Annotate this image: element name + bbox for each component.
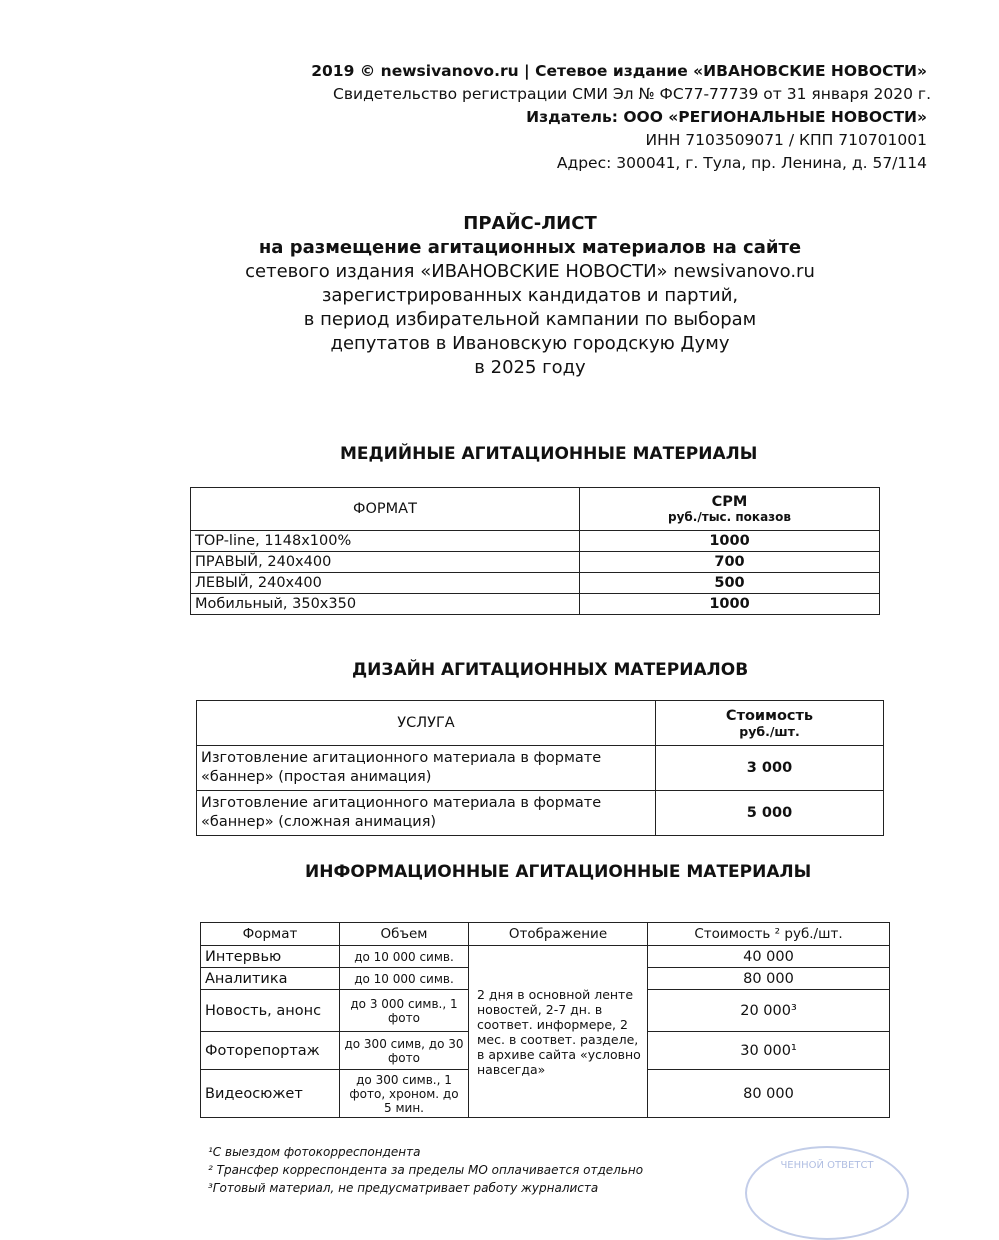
title-line-6: депутатов в Ивановскую городскую Думу (330, 333, 730, 354)
info-cost-cell: 20 000³ (648, 990, 890, 1032)
footnote-1: ¹С выездом фотокорреспондента (208, 1145, 421, 1159)
info-volume-cell: до 10 000 симв. (340, 968, 469, 990)
table-row (191, 552, 880, 573)
col-volume-header: Объем (340, 923, 469, 946)
table-row (197, 746, 884, 791)
design-service-cell: Изготовление агитационного материала в формате «баннер» (простая анимация) (197, 746, 656, 791)
design-service-cell: Изготовление агитационного материала в формате «баннер» (сложная анимация) (197, 791, 656, 836)
title-line-3: сетевого издания «ИВАНОВСКИЕ НОВОСТИ» newsivanovo.ru (245, 261, 815, 282)
media-format-cell: ЛЕВЫЙ, 240x400 (191, 573, 580, 594)
col-display-header: Отображение (469, 923, 648, 946)
design-price-table (196, 700, 884, 836)
media-cpm-cell: 1000 (580, 594, 880, 615)
info-volume-cell: до 10 000 симв. (340, 946, 469, 968)
info-cost-cell: 40 000 (648, 946, 890, 968)
media-format-cell: Мобильный, 350x350 (191, 594, 580, 615)
info-cost-cell: 30 000¹ (648, 1032, 890, 1070)
info-volume-cell: до 3 000 симв., 1 фото (340, 990, 469, 1032)
header-line-site: 2019 © newsivanovo.ru | Сетевое издание «ИВАНОВСКИЕ НОВОСТИ» (311, 62, 927, 80)
design-cost-cell: 5 000 (656, 791, 884, 836)
cpm-unit: руб./тыс. показов (668, 510, 791, 524)
media-cpm-cell: 1000 (580, 531, 880, 552)
stamp-text: ЧЕННОЙ ОТВЕТСТ (780, 1160, 874, 1171)
title-line-7: в 2025 году (474, 357, 586, 378)
table-row (197, 791, 884, 836)
col-format-header: ФОРМАТ (191, 488, 580, 531)
publisher-header (311, 60, 931, 175)
info-volume-cell: до 300 симв, до 30 фото (340, 1032, 469, 1070)
media-format-cell: TOP-line, 1148x100% (191, 531, 580, 552)
info-format-cell: Видеосюжет (201, 1070, 340, 1118)
title-line-2: на размещение агитационных материалов на сайте (258, 237, 802, 258)
table-row (191, 531, 880, 552)
col-cost-header: Стоимость ² руб./шт. (648, 923, 890, 946)
info-format-cell: Интервью (201, 946, 340, 968)
info-cost-cell: 80 000 (648, 1070, 890, 1118)
col-cpm-header (580, 488, 880, 531)
footnote-2: ² Трансфер корреспондента за пределы МО оплачивается отдельно (208, 1163, 644, 1177)
media-format-cell: ПРАВЫЙ, 240x400 (191, 552, 580, 573)
title-price-list: ПРАЙС-ЛИСТ (463, 213, 597, 234)
media-price-table (190, 487, 880, 615)
cost-label: Стоимость (725, 707, 814, 724)
design-section-heading: ДИЗАЙН АГИТАЦИОННЫХ МАТЕРИАЛОВ (352, 660, 749, 680)
media-section-heading: МЕДИЙНЫЕ АГИТАЦИОННЫЕ МАТЕРИАЛЫ (340, 444, 758, 464)
header-line-address: Адрес: 300041, г. Тула, пр. Ленина, д. 57/114 (556, 154, 927, 172)
table-row (191, 573, 880, 594)
cpm-label: CPM (711, 494, 748, 510)
design-cost-cell: 3 000 (656, 746, 884, 791)
info-format-cell: Аналитика (201, 968, 340, 990)
media-cpm-cell: 500 (580, 573, 880, 594)
header-line-inn: ИНН 7103509071 / КПП 710701001 (645, 131, 927, 149)
stamp-seal (745, 1146, 909, 1240)
title-line-5: в период избирательной кампании по выборам (303, 309, 757, 330)
footnotes (208, 1143, 643, 1197)
cost-unit: руб./шт. (739, 723, 800, 739)
col-format-header: Формат (201, 923, 340, 946)
info-format-cell: Фоторепортаж (201, 1032, 340, 1070)
col-service-header: УСЛУГА (197, 701, 656, 746)
table-row (191, 594, 880, 615)
col-cost-header (656, 701, 884, 746)
document-title (0, 212, 999, 380)
media-cpm-cell: 700 (580, 552, 880, 573)
info-format-cell: Новость, анонс (201, 990, 340, 1032)
info-volume-cell: до 300 симв., 1 фото, хроном. до 5 мин. (340, 1070, 469, 1118)
table-row (201, 946, 890, 968)
info-display-cell: 2 дня в основной ленте новостей, 2-7 дн. в соответ. информере, 2 мес. в соответ. разделе, в архиве сайта «условно навсегда» (469, 946, 648, 1118)
header-line-registration: Свидетельство регистрации СМИ Эл № ФС77-77739 от 31 января 2020 г. (333, 85, 931, 103)
header-line-publisher: Издатель: ООО «РЕГИОНАЛЬНЫЕ НОВОСТИ» (526, 108, 927, 126)
footnote-3: ³Готовый материал, не предусматривает работу журналиста (208, 1181, 599, 1195)
info-section-heading: ИНФОРМАЦИОННЫЕ АГИТАЦИОННЫЕ МАТЕРИАЛЫ (305, 862, 812, 882)
info-price-table (200, 922, 890, 1118)
info-cost-cell: 80 000 (648, 968, 890, 990)
title-line-4: зарегистрированных кандидатов и партий, (321, 285, 739, 306)
